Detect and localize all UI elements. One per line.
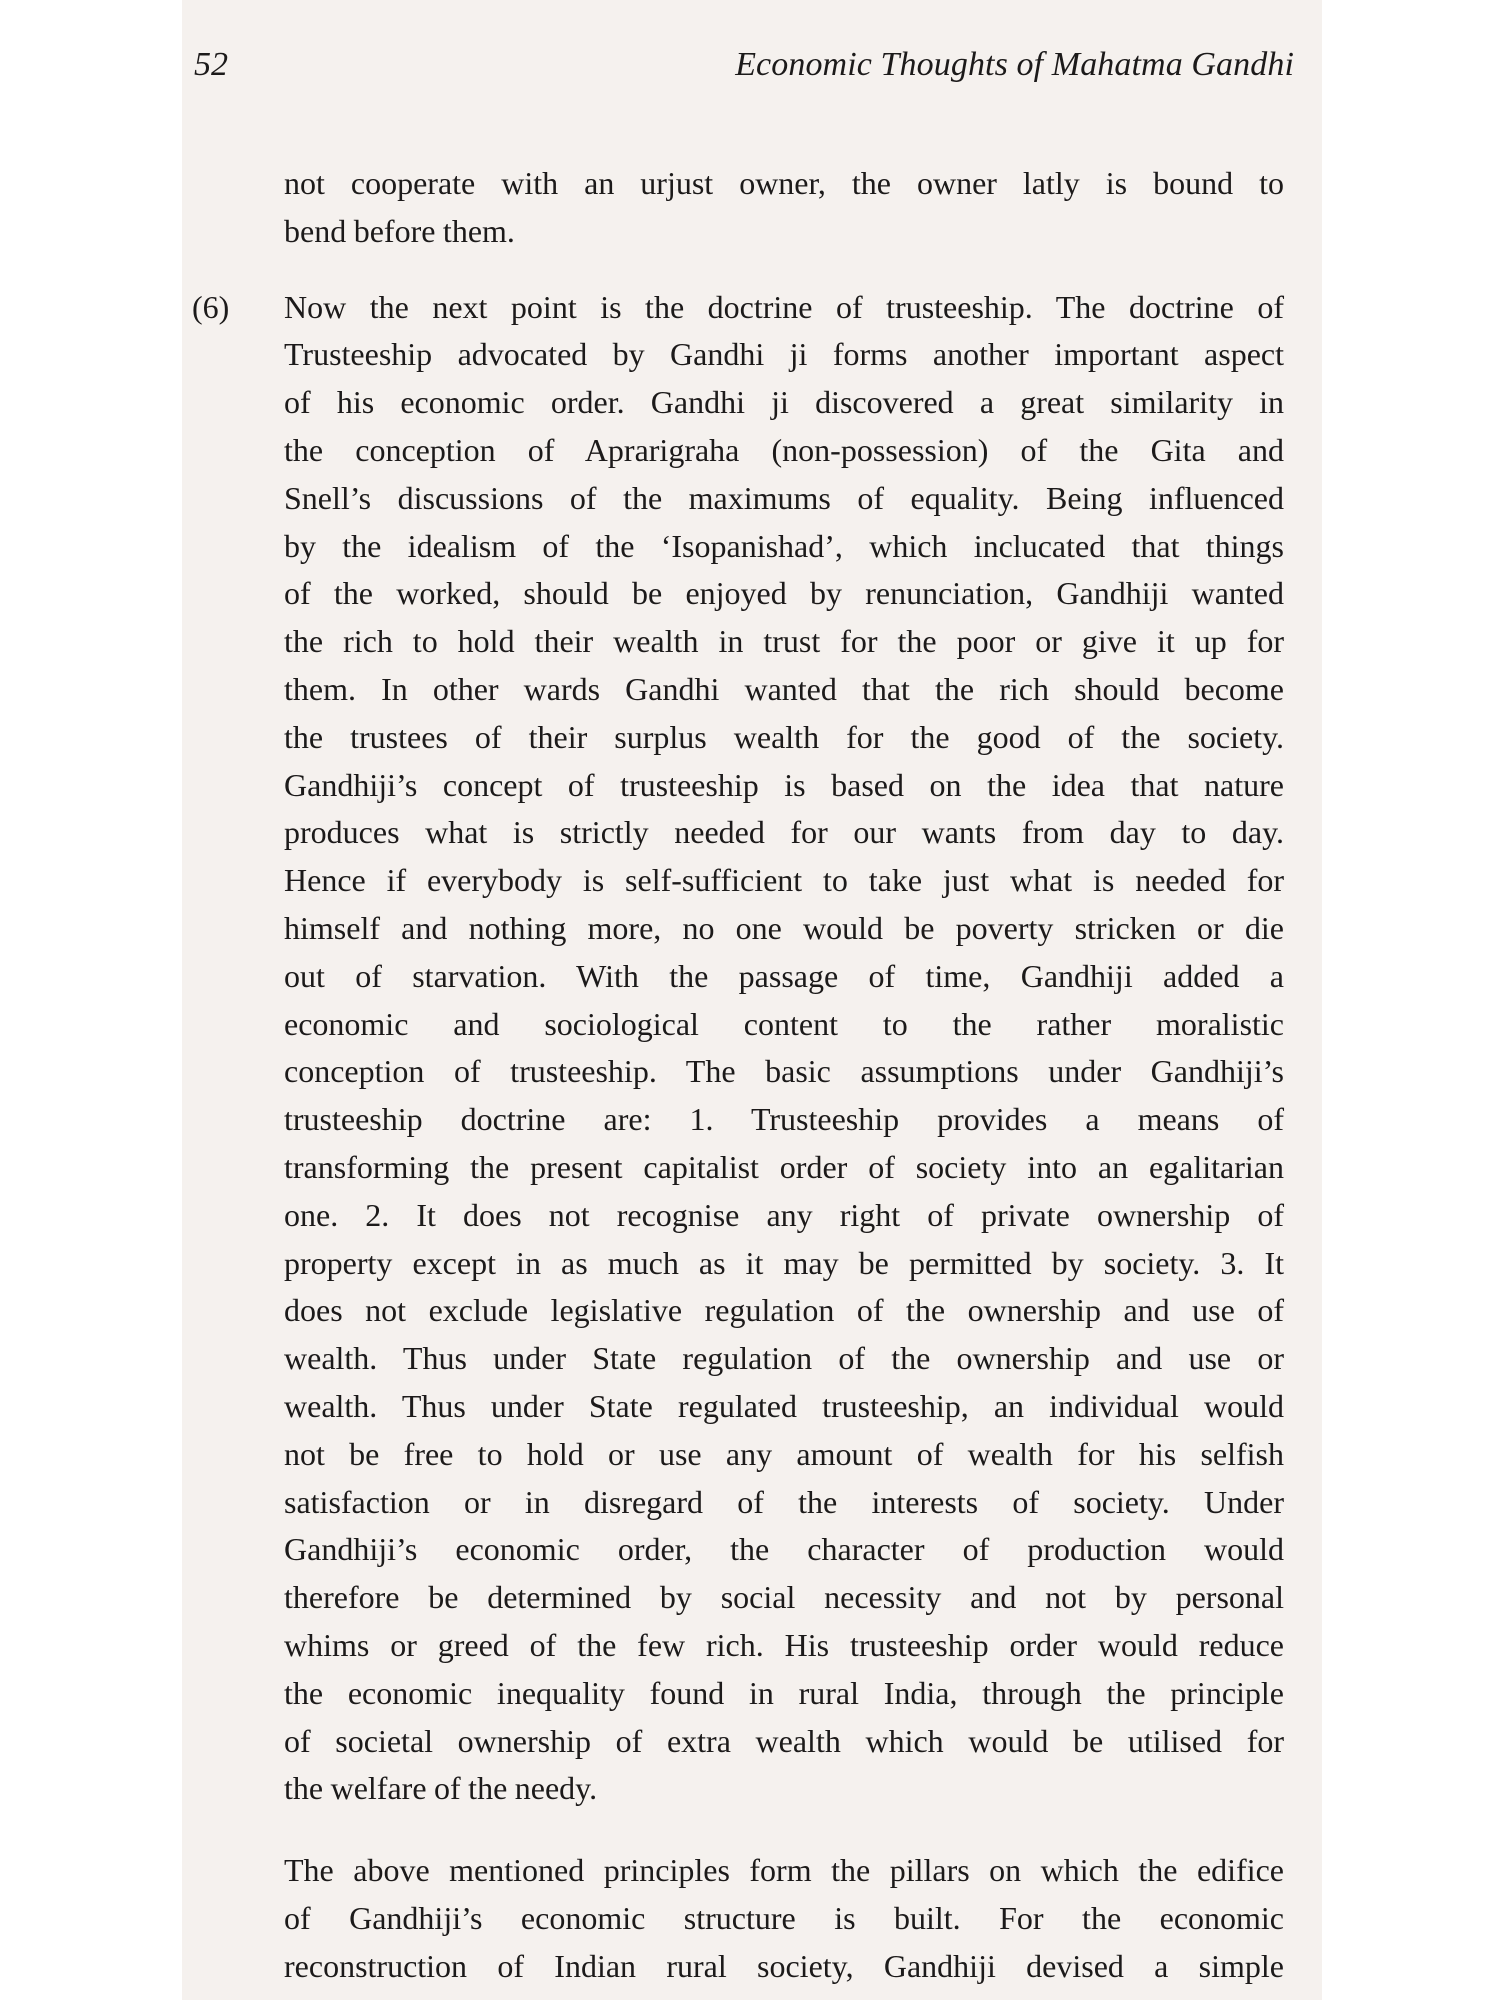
text-line: wealth. Thus under State regulation of the ownership and use or bbox=[284, 1340, 1284, 1377]
text-line: himself and nothing more, no one would be poverty stricken or die bbox=[284, 909, 1284, 946]
text-line: of societal ownership of extra wealth which would be utilised for bbox=[284, 1722, 1284, 1759]
text-line: Trusteeship advocated by Gandhi ji forms another important aspect bbox=[284, 336, 1284, 373]
continued-paragraph bbox=[284, 160, 1284, 256]
text-line: Now the next point is the doctrine of trusteeship. The doctrine of bbox=[284, 288, 1284, 325]
text-line: bend before them. bbox=[284, 212, 515, 249]
text-line: The above mentioned principles form the pillars on which the edifice bbox=[284, 1852, 1284, 1889]
book-page bbox=[182, 0, 1322, 2000]
text-line: Snell’s discussions of the maximums of equality. Being influenced bbox=[284, 479, 1284, 516]
text-line: produces what is strictly needed for our wants from day to day. bbox=[284, 814, 1284, 851]
list-item-6 bbox=[192, 284, 1284, 1814]
text-line: not be free to hold or use any amount of wealth for his selfish bbox=[284, 1435, 1284, 1472]
text-line: reconstruction of Indian rural society, Gandhiji devised a simple bbox=[284, 1947, 1284, 1984]
text-line: out of starvation. With the passage of time, Gandhiji added a bbox=[284, 957, 1284, 994]
text-line: of his economic order. Gandhi ji discovered a great similarity in bbox=[284, 384, 1284, 421]
text-line: trusteeship doctrine are: 1. Trusteeship provides a means of bbox=[284, 1101, 1284, 1138]
text-line: wealth. Thus under State regulated trusteeship, an individual would bbox=[284, 1387, 1284, 1424]
text-line: whims or greed of the few rich. His trusteeship order would reduce bbox=[284, 1626, 1284, 1663]
text-line: property except in as much as it may be permitted by society. 3. It bbox=[284, 1244, 1284, 1281]
text-line: satisfaction or in disregard of the interests of society. Under bbox=[284, 1483, 1284, 1520]
text-line: of Gandhiji’s economic structure is built. For the economic bbox=[284, 1899, 1284, 1936]
text-line: does not exclude legislative regulation of the ownership and use of bbox=[284, 1292, 1284, 1329]
closing-paragraph bbox=[284, 1847, 1284, 1990]
text-line: therefore be determined by social necessity and not by personal bbox=[284, 1579, 1284, 1616]
text-line: the economic inequality found in rural India, through the principle bbox=[284, 1674, 1284, 1711]
text-line: the rich to hold their wealth in trust for the poor or give it up for bbox=[284, 623, 1284, 660]
text-line: not cooperate with an urjust owner, the owner latly is bound to bbox=[284, 165, 1284, 201]
text-line: the conception of Aprarigraha (non-possession) of the Gita and bbox=[284, 431, 1284, 468]
text-line: Hence if everybody is self-sufficient to take just what is needed for bbox=[284, 862, 1284, 899]
text-line: by the idealism of the ‘Isopanishad’, which inclucated that things bbox=[284, 527, 1284, 564]
text-line: Gandhiji’s economic order, the character of production would bbox=[284, 1531, 1284, 1568]
text-line: conception of trusteeship. The basic assumptions under Gandhiji’s bbox=[284, 1053, 1284, 1090]
page-header bbox=[194, 46, 1294, 96]
body-text bbox=[192, 160, 1284, 1990]
text-line: economic and sociological content to the rather moralistic bbox=[284, 1005, 1284, 1042]
text-line: the trustees of their surplus wealth for the good of the society. bbox=[284, 718, 1284, 755]
text-line: transforming the present capitalist order of society into an egalitarian bbox=[284, 1148, 1284, 1185]
text-line: them. In other wards Gandhi wanted that the rich should become bbox=[284, 670, 1284, 707]
text-line: the welfare of the needy. bbox=[284, 1770, 598, 1807]
text-line: of the worked, should be enjoyed by renunciation, Gandhiji wanted bbox=[284, 575, 1284, 612]
text-line: one. 2. It does not recognise any right of private ownership of bbox=[284, 1196, 1284, 1233]
page-number: 52 bbox=[194, 46, 228, 83]
item-number: (6) bbox=[192, 288, 230, 325]
running-title: Economic Thoughts of Mahatma Gandhi bbox=[735, 46, 1294, 83]
text-line: Gandhiji’s concept of trusteeship is based on the idea that nature bbox=[284, 766, 1284, 803]
